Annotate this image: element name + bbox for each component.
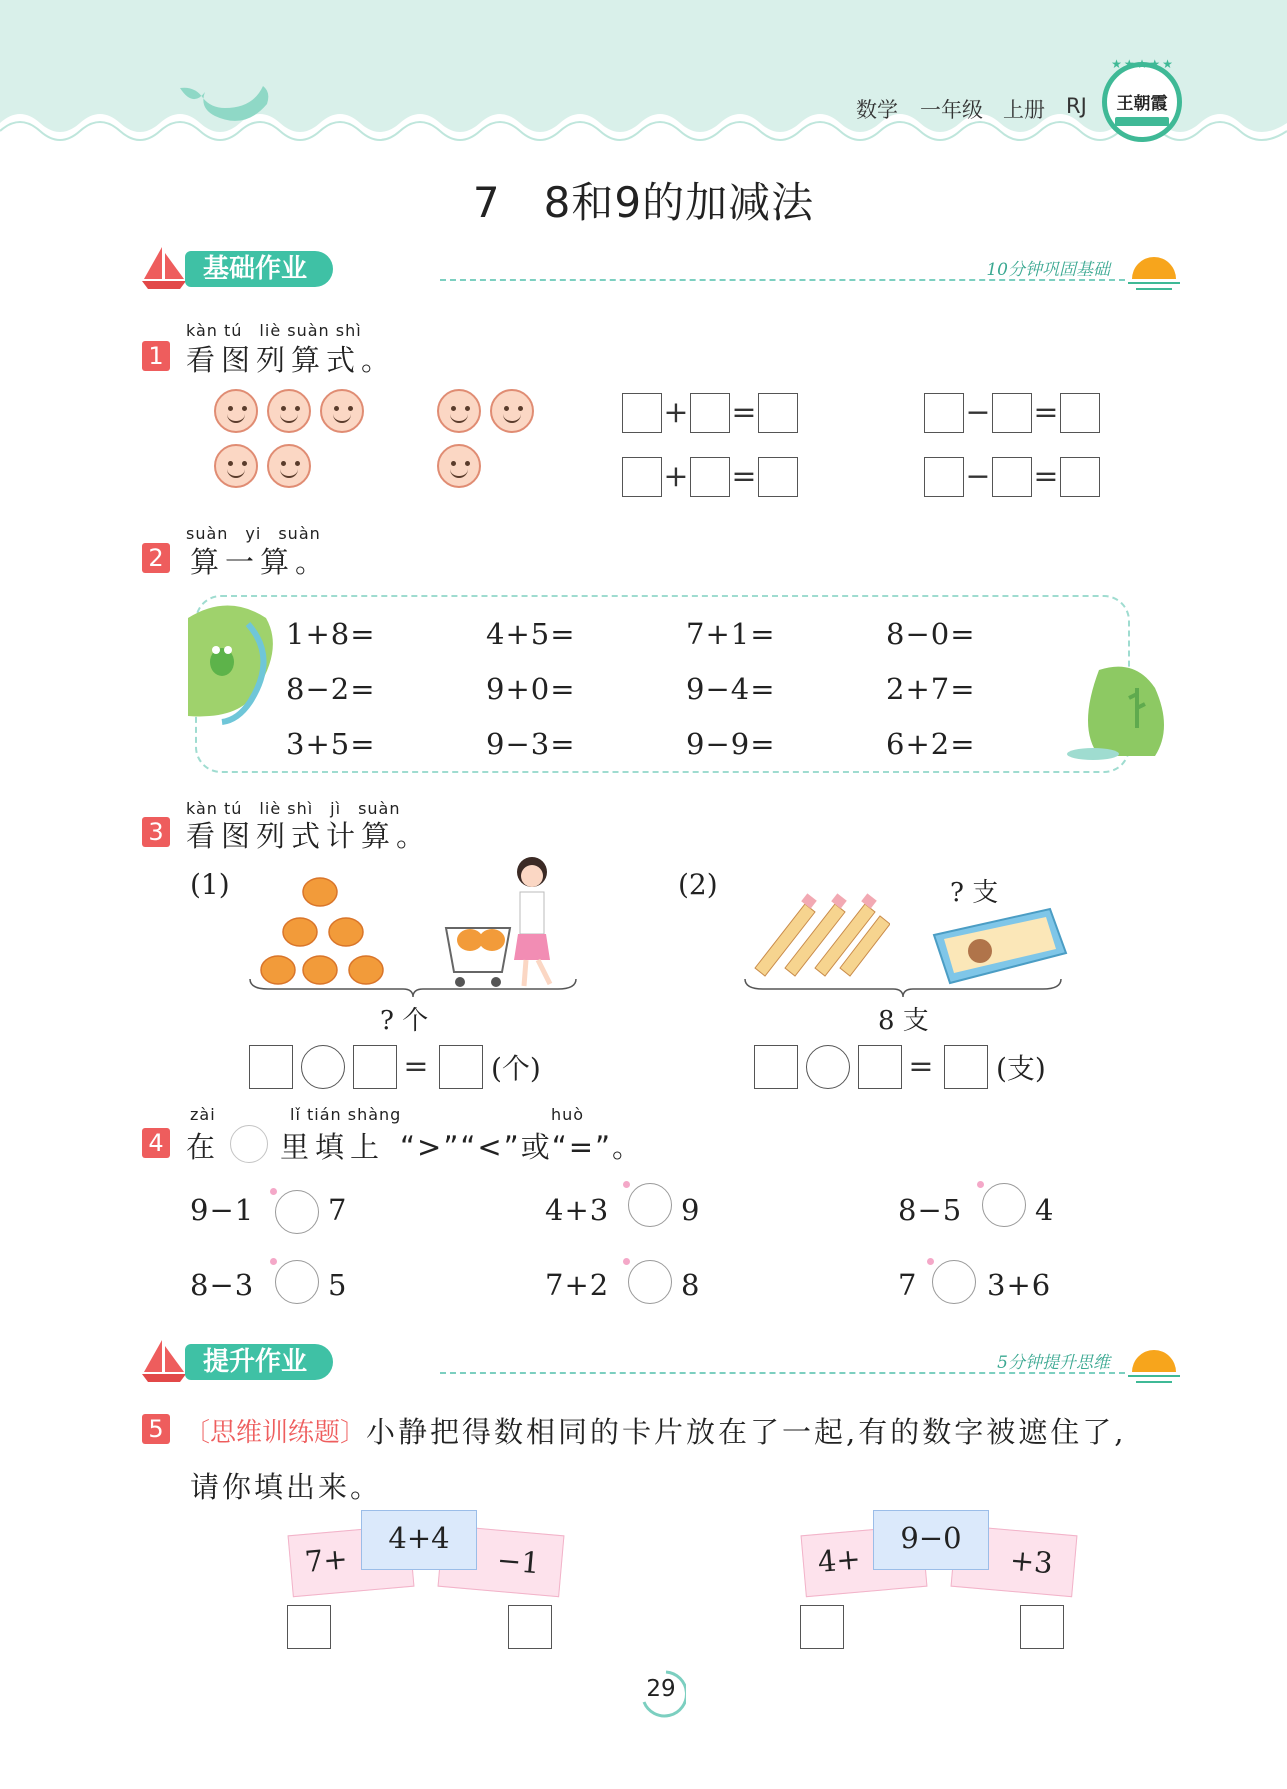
q4-pinyin-mid: lǐ tián shàng xyxy=(290,1105,402,1124)
answer-box[interactable] xyxy=(924,457,964,497)
answer-box[interactable] xyxy=(690,457,730,497)
girl-cart-icon xyxy=(440,850,570,992)
q1-faces-group-b xyxy=(437,389,547,499)
logo-text: 王朝霞 xyxy=(1116,94,1168,114)
answer-box[interactable] xyxy=(508,1605,552,1649)
q3-part1-label: (1) xyxy=(190,868,230,901)
q2-pinyin: suàn yi suàn xyxy=(186,524,321,543)
answer-box[interactable] xyxy=(287,1605,331,1649)
q2-problem: 6+2= xyxy=(886,727,976,761)
minus-sign: − xyxy=(965,395,991,430)
page-number: 29 xyxy=(646,1676,676,1702)
plus-sign: + xyxy=(663,459,689,494)
q2-problem: 3+5= xyxy=(286,727,376,761)
answer-box[interactable] xyxy=(992,457,1032,497)
q2-problem: 9−9= xyxy=(686,727,776,761)
q1-faces-group-a xyxy=(214,389,374,499)
unit-label: (支) xyxy=(996,1052,1046,1085)
q3-text: 看图列式计算。 xyxy=(186,819,432,853)
q4-text-mid: 里填上 xyxy=(280,1130,386,1164)
answer-box[interactable] xyxy=(1060,457,1100,497)
section-advanced-label: 提升作业 xyxy=(185,1344,333,1380)
q4-right: 8 xyxy=(681,1268,701,1302)
q4-text-zai: 在 xyxy=(186,1130,222,1164)
compare-circle[interactable] xyxy=(628,1183,672,1227)
q4-text-end: “>”“<”或“=”。 xyxy=(400,1130,644,1164)
card-right-text: +3 xyxy=(1008,1542,1055,1581)
q5-number: 5 xyxy=(142,1414,170,1444)
compare-circle[interactable] xyxy=(275,1260,319,1304)
answer-box[interactable] xyxy=(924,393,964,433)
q4-left: 7 xyxy=(898,1268,918,1302)
answer-box[interactable] xyxy=(944,1045,988,1089)
card-center-text: 4+4 xyxy=(388,1521,450,1555)
answer-box[interactable] xyxy=(249,1045,293,1089)
q2-problem: 4+5= xyxy=(486,617,576,651)
compare-circle[interactable] xyxy=(982,1183,1026,1227)
card-left-text: 7+ xyxy=(303,1541,349,1579)
answer-box[interactable] xyxy=(1060,393,1100,433)
card-right-text: −1 xyxy=(495,1542,542,1581)
q3-pinyin: kàn tú liè shì jì suàn xyxy=(186,799,401,818)
q1-text: 看图列算式。 xyxy=(186,343,397,377)
q4-pinyin-huo: huò xyxy=(551,1105,585,1124)
pumpkins-icon xyxy=(258,870,388,990)
compare-circle[interactable] xyxy=(275,1190,319,1234)
q5-tag: 〔思维训练题〕 xyxy=(184,1418,367,1448)
q4-right: 9 xyxy=(681,1193,701,1227)
section-basic-banner xyxy=(140,245,1180,295)
q4-pinyin-zai: zài xyxy=(190,1105,216,1124)
equals-sign: = xyxy=(1033,459,1059,494)
equals-sign: = xyxy=(403,1049,429,1084)
section-basic-subtitle: 10分钟巩固基础 xyxy=(986,260,1110,280)
circle-deco-dot xyxy=(977,1181,984,1188)
q2-problem: 9+0= xyxy=(486,672,576,706)
answer-box[interactable] xyxy=(622,457,662,497)
unit-label: (个) xyxy=(491,1052,541,1085)
q4-right: 3+6 xyxy=(987,1268,1052,1302)
smiley-face-icon xyxy=(490,389,534,433)
card-left-text: 4+ xyxy=(816,1541,862,1579)
pencil-case-icon xyxy=(930,905,1070,987)
q4-right: 5 xyxy=(328,1268,348,1302)
circle-deco-dot xyxy=(270,1258,277,1265)
q2-problem: 9−3= xyxy=(486,727,576,761)
q2-problem: 8−2= xyxy=(286,672,376,706)
answer-box[interactable] xyxy=(622,393,662,433)
q4-left: 4+3 xyxy=(545,1193,610,1227)
answer-box[interactable] xyxy=(800,1605,844,1649)
q4-right: 4 xyxy=(1035,1193,1055,1227)
sailboat-icon xyxy=(140,1338,188,1383)
whale-icon xyxy=(175,78,275,130)
circle-deco-dot xyxy=(927,1258,934,1265)
q5-text-line2: 请你填出来。 xyxy=(190,1470,383,1504)
circle-deco-dot xyxy=(270,1188,277,1195)
q2-problem: 8−0= xyxy=(886,617,976,651)
q2-problem: 2+7= xyxy=(886,672,976,706)
q5-card-group-1 xyxy=(290,1510,560,1650)
header-grade: 一年级 xyxy=(920,98,983,122)
q4-left: 7+2 xyxy=(545,1268,610,1302)
q1-pinyin: kàn tú liè suàn shì xyxy=(186,321,362,340)
section-basic-label: 基础作业 xyxy=(185,251,333,287)
q5-card-group-2 xyxy=(803,1510,1073,1650)
bracket-icon xyxy=(743,977,1063,999)
equals-sign: = xyxy=(1033,395,1059,430)
sunset-icon xyxy=(1128,1346,1180,1386)
answer-box[interactable] xyxy=(758,393,798,433)
stars-icon: ★★★★★ xyxy=(1111,57,1175,71)
answer-box[interactable] xyxy=(754,1045,798,1089)
brand-logo xyxy=(1102,57,1182,142)
equals-sign: = xyxy=(731,395,757,430)
q4-number: 4 xyxy=(142,1128,170,1158)
q3-part2-label: (2) xyxy=(678,868,718,901)
q2-problem: 1+8= xyxy=(286,617,376,651)
answer-box[interactable] xyxy=(1020,1605,1064,1649)
q3-number: 3 xyxy=(142,817,170,847)
header-subject: 数学 xyxy=(856,98,898,122)
header-volume: 上册 xyxy=(1003,98,1045,122)
q2-problem: 7+1= xyxy=(686,617,776,651)
q1-number: 1 xyxy=(142,341,170,371)
equals-sign: = xyxy=(908,1049,934,1084)
smiley-face-icon xyxy=(320,389,364,433)
smiley-face-icon xyxy=(437,389,481,433)
sailboat-icon xyxy=(140,245,188,290)
circle-deco-dot xyxy=(623,1181,630,1188)
q4-left: 8−3 xyxy=(190,1268,255,1302)
operator-circle[interactable] xyxy=(806,1045,850,1089)
card-center xyxy=(361,1510,477,1570)
answer-box[interactable] xyxy=(690,393,730,433)
q3-part1-total: ? 个 xyxy=(380,1006,429,1036)
card-center xyxy=(873,1510,989,1570)
operator-circle[interactable] xyxy=(301,1045,345,1089)
q3-part2-total: 8 支 xyxy=(878,1006,929,1036)
answer-box[interactable] xyxy=(353,1045,397,1089)
smiley-face-icon xyxy=(214,444,258,488)
section-advanced-subtitle: 5分钟提升思维 xyxy=(997,1353,1110,1373)
logo-ribbon xyxy=(1115,117,1169,126)
header-edition: RJ xyxy=(1066,94,1087,118)
compare-circle[interactable] xyxy=(932,1260,976,1304)
smiley-face-icon xyxy=(267,389,311,433)
pond-frog-icon xyxy=(188,598,283,728)
sunset-icon xyxy=(1128,253,1180,293)
rock-plant-icon xyxy=(1063,658,1168,763)
q4-right: 7 xyxy=(328,1193,348,1227)
q2-number: 2 xyxy=(142,543,170,573)
q2-problem: 9−4= xyxy=(686,672,776,706)
q4-left: 9−1 xyxy=(190,1193,255,1227)
smiley-face-icon xyxy=(437,444,481,488)
card-center-text: 9−0 xyxy=(900,1521,962,1555)
compare-circle[interactable] xyxy=(628,1260,672,1304)
smiley-face-icon xyxy=(214,389,258,433)
answer-box[interactable] xyxy=(439,1045,483,1089)
page-title: 7 8和9的加减法 xyxy=(472,178,815,227)
answer-box[interactable] xyxy=(758,457,798,497)
minus-sign: − xyxy=(965,459,991,494)
q5-text-line1: 小静把得数相同的卡片放在了一起,有的数字被遮住了, xyxy=(366,1415,1127,1449)
section-advanced-banner xyxy=(140,1338,1180,1388)
smiley-face-icon xyxy=(267,444,311,488)
pencils-icon xyxy=(745,890,890,978)
q2-text: 算一算。 xyxy=(190,545,331,579)
sample-circle-icon xyxy=(230,1125,268,1163)
bracket-icon xyxy=(248,977,578,999)
answer-box[interactable] xyxy=(992,393,1032,433)
answer-box[interactable] xyxy=(858,1045,902,1089)
q3-part2-question: ? 支 xyxy=(950,878,999,908)
q4-left: 8−5 xyxy=(898,1193,963,1227)
equals-sign: = xyxy=(731,459,757,494)
plus-sign: + xyxy=(663,395,689,430)
circle-deco-dot xyxy=(623,1258,630,1265)
